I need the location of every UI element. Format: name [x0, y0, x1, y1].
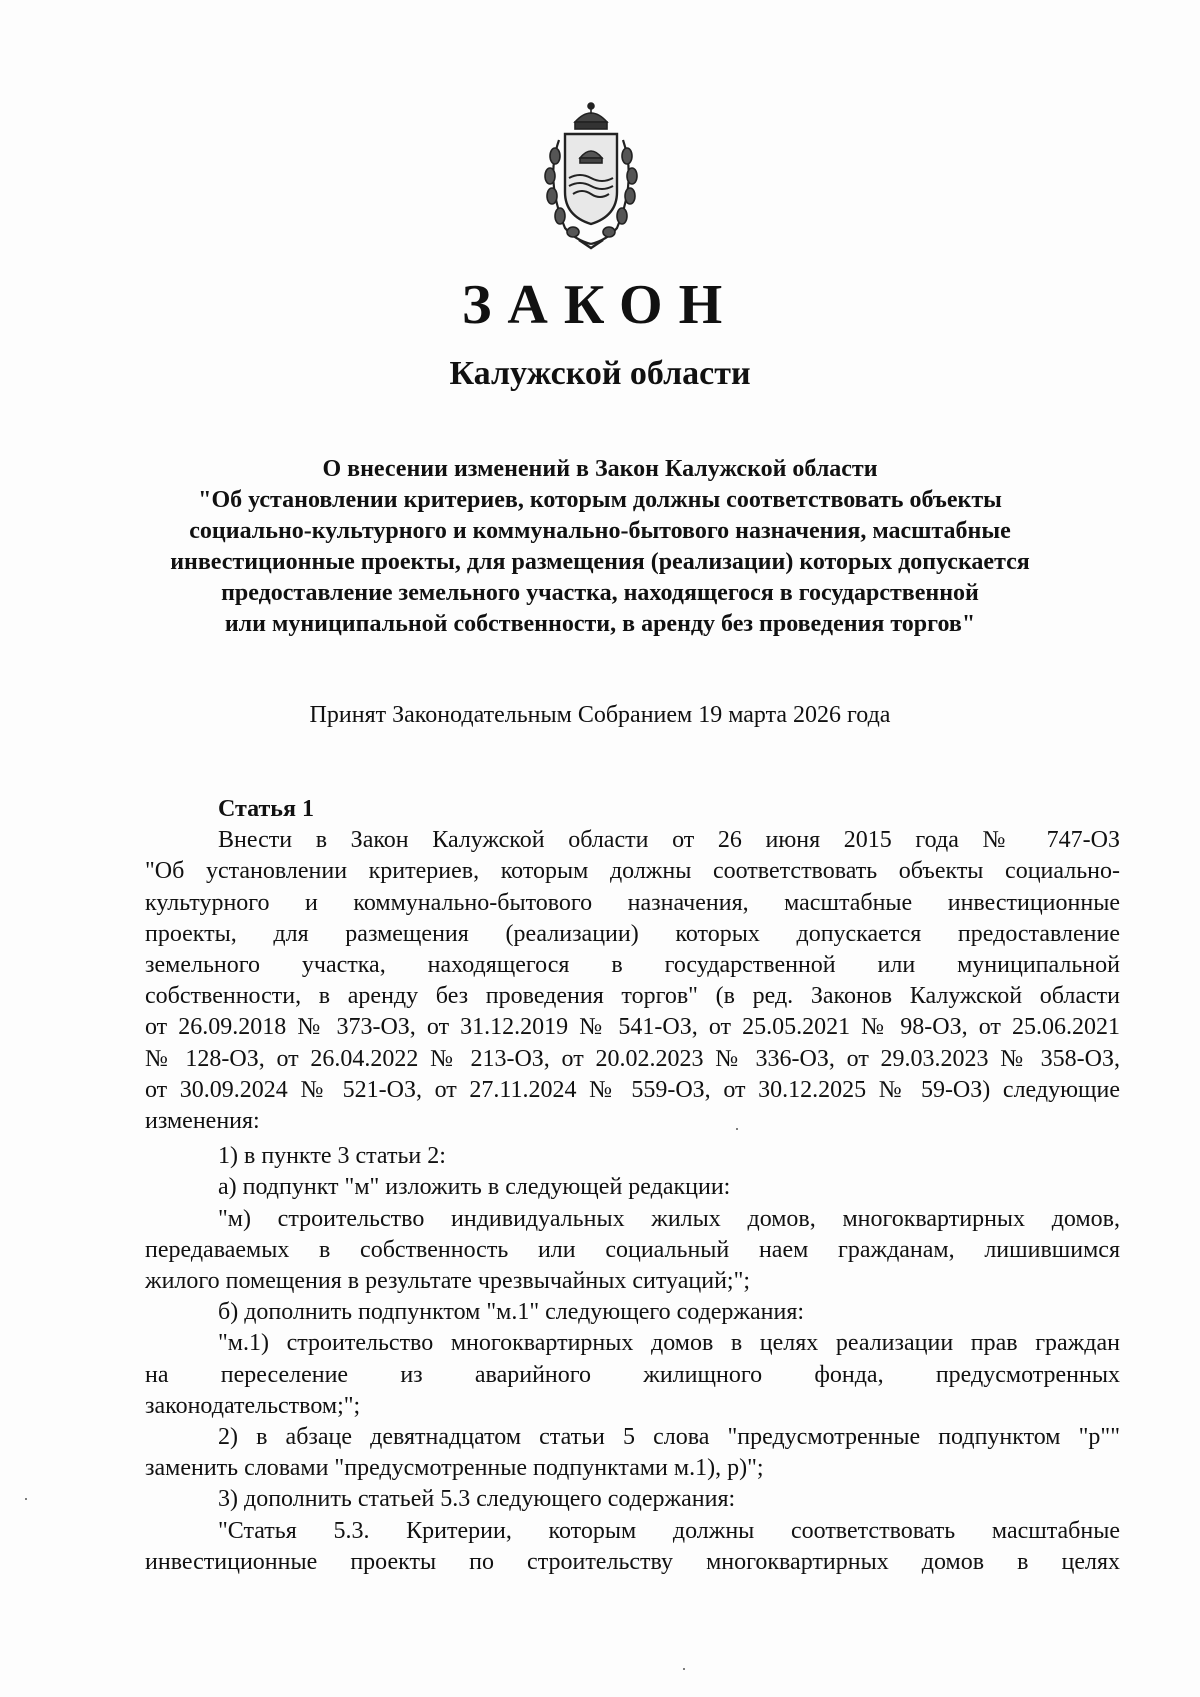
- item-line: "м) строительство индивидуальных жилых домов, многоквартирных домов,: [218, 1205, 1120, 1232]
- item-line: инвестиционные проекты по строительству многоквартирных домов в целях: [145, 1548, 1120, 1575]
- item-line: заменить словами "предусмотренные подпунктами м.1), р)";: [145, 1455, 764, 1482]
- heading-line: или муниципальной собственности, в аренду без проведения торгов": [224, 611, 976, 637]
- paragraph-line: № 128-ОЗ, от 26.04.2022 № 213-ОЗ, от 20.02.2023 № 336-ОЗ, от 29.03.2023 № 358-ОЗ,: [145, 1045, 1120, 1072]
- heading-line: "Об установлении критериев, которым должны соответствовать объекты: [198, 487, 1002, 513]
- document-title: ЗАКОН: [461, 274, 739, 336]
- scan-speck: [683, 1668, 685, 1670]
- paragraph-line: Внести в Закон Калужской области от 26 июня 2015 года № 747-ОЗ: [218, 827, 1120, 854]
- paragraph-line: собственности, в аренду без проведения торгов" (в ред. Законов Калужской области: [145, 983, 1120, 1010]
- item-line: б) дополнить подпунктом "м.1" следующего содержания:: [218, 1299, 805, 1326]
- item-line: 1) в пункте 3 статьи 2:: [218, 1143, 446, 1170]
- heading-line: предоставление земельного участка, находящегося в государственной: [221, 580, 979, 606]
- law-heading: [140, 454, 1060, 640]
- item-line: 3) дополнить статьей 5.3 следующего содержания:: [218, 1486, 736, 1513]
- paragraph-line: изменения:: [145, 1108, 260, 1135]
- item-line: а) подпункт "м" изложить в следующей редакции:: [218, 1174, 731, 1201]
- paragraph-line: проекты, для размещения (реализации) которых допускается предоставление: [145, 920, 1120, 947]
- paragraph-line: от 26.09.2018 № 373-ОЗ, от 31.12.2019 № 541-ОЗ, от 25.05.2021 № 98-ОЗ, от 25.06.2021: [145, 1014, 1120, 1041]
- document-body: [145, 794, 1120, 1578]
- item-line: передаваемых в собственность или социальный наем гражданам, лишившимся: [145, 1236, 1120, 1263]
- scan-speck: [736, 1128, 738, 1130]
- region-subtitle: Калужской области: [449, 355, 751, 392]
- adoption-date: Принят Законодательным Собранием 19 марта 2026 года: [309, 702, 891, 728]
- paragraph-line: культурного и коммунально-бытового назначения, масштабные инвестиционные: [145, 889, 1120, 916]
- item-line: законодательством;";: [145, 1392, 361, 1419]
- item-line: "Статья 5.3. Критерии, которым должны соответствовать масштабные: [218, 1517, 1120, 1544]
- item-line: на переселение из аварийного жилищного фонда, предусмотренных: [145, 1361, 1120, 1388]
- paragraph-line: земельного участка, находящегося в государственной или муниципальной: [145, 952, 1120, 979]
- item-line: 2) в абзаце девятнадцатом статьи 5 слова "предусмотренные подпунктом "р"": [218, 1424, 1120, 1451]
- paragraph-line: "Об установлении критериев, которым должны соответствовать объекты социально-: [145, 858, 1120, 885]
- heading-line: инвестиционные проекты, для размещения (реализации) которых допускается: [170, 549, 1030, 575]
- item-line: жилого помещения в результате чрезвычайных ситуаций;";: [145, 1268, 751, 1295]
- scan-speck: [25, 1498, 27, 1500]
- article-title: Статья 1: [218, 796, 314, 822]
- heading-line: О внесении изменений в Закон Калужской области: [322, 456, 878, 482]
- heading-line: социально-культурного и коммунально-бытового назначения, масштабные: [189, 518, 1011, 544]
- coat-of-arms-icon: [535, 100, 647, 250]
- item-line: "м.1) строительство многоквартирных домов в целях реализации прав граждан: [218, 1330, 1120, 1357]
- paragraph-line: от 30.09.2024 № 521-ОЗ, от 27.11.2024 № 559-ОЗ, от 30.12.2025 № 59-ОЗ) следующие: [145, 1076, 1120, 1103]
